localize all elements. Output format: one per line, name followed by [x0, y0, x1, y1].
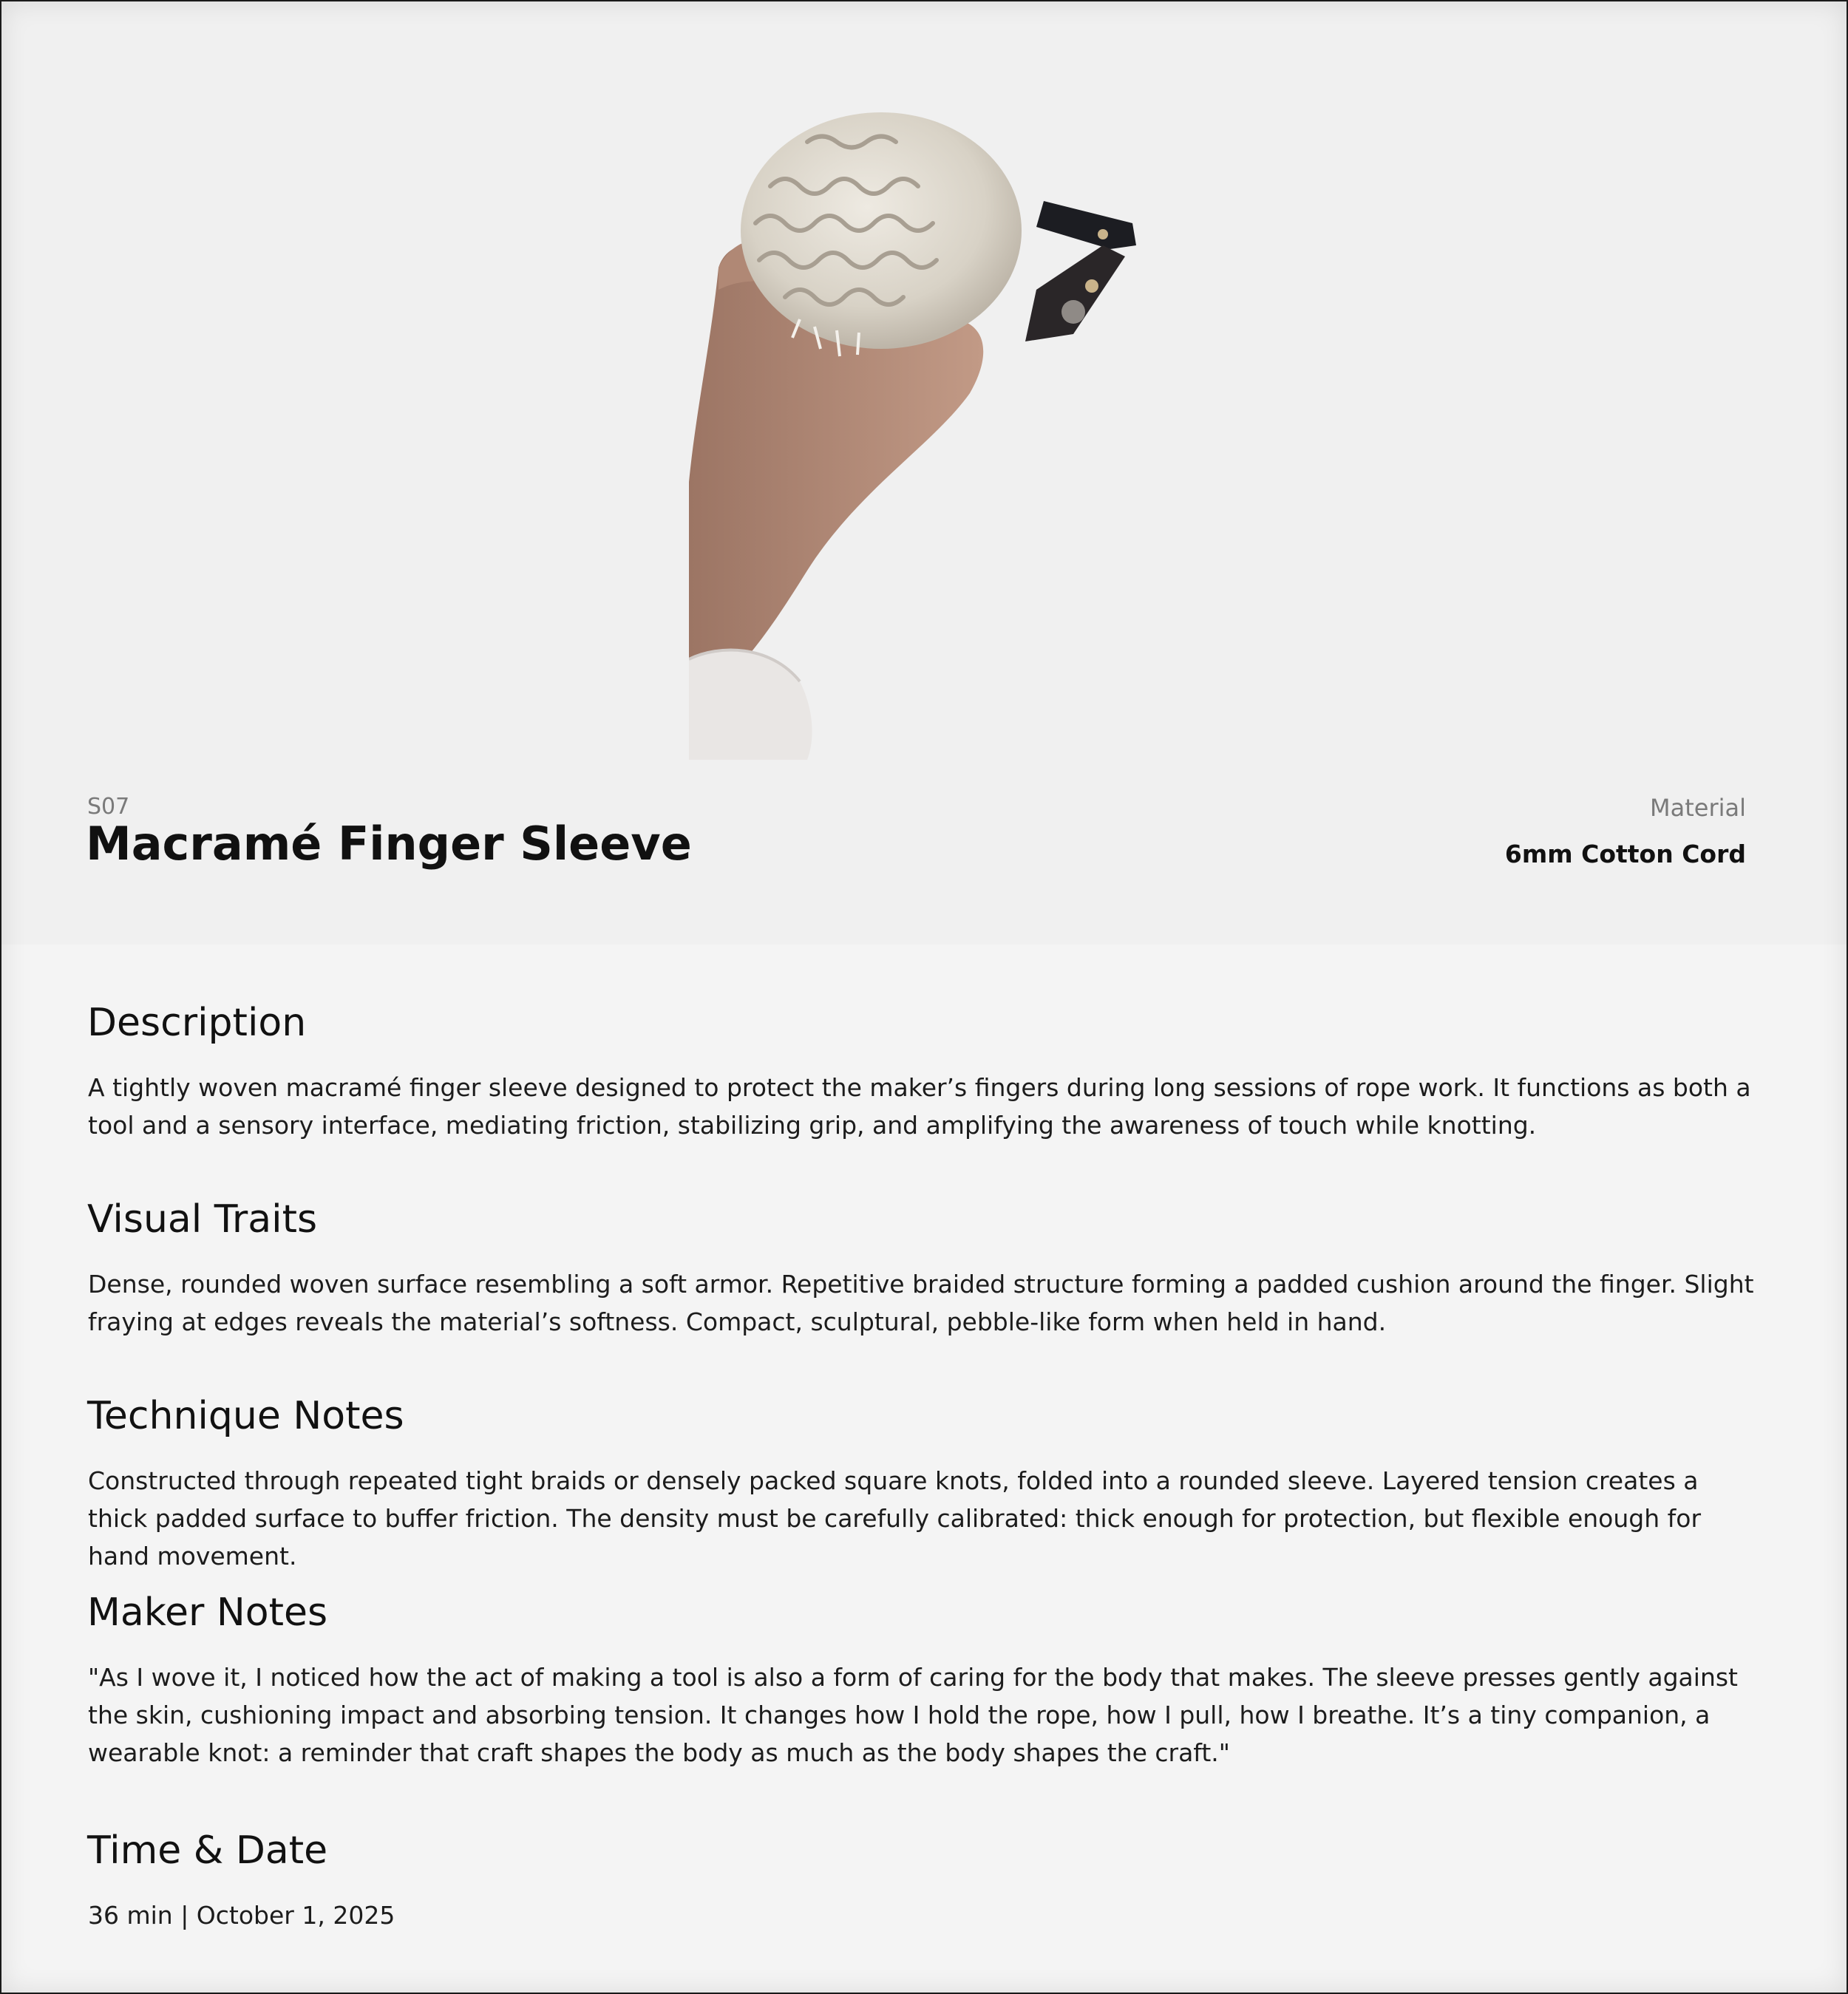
material-value: 6mm Cotton Cord — [1504, 840, 1746, 868]
details-section — [1, 945, 1847, 1993]
item-code: S07 — [87, 794, 130, 820]
section-heading-maker-notes: Maker Notes — [87, 1590, 328, 1635]
section-text-description: A tightly woven macramé finger sleeve designed to protect the maker’s fingers during long sessions of rope work. It functions as both a tool and a sensory interface, mediating friction, stabilizing grip, and amplifying the awareness of touch while knotting. — [88, 1073, 1751, 1140]
section-heading-time-date: Time & Date — [87, 1828, 328, 1873]
product-photo — [689, 98, 1162, 760]
hero-section — [1, 1, 1847, 945]
item-title: Macramé Finger Sleeve — [86, 817, 692, 871]
section-text-technique-notes: Constructed through repeated tight braids or densely packed square knots, folded into a rounded sleeve. Layered tension creates a thick padded surface to buffer friction. The density must be carefully calibrated: thick enough for protection, but flexible enough for hand movement. — [88, 1466, 1702, 1571]
material-label: Material — [1650, 794, 1746, 822]
section-text-time-date: 36 min | October 1, 2025 — [88, 1901, 395, 1930]
section-text-visual-traits: Dense, rounded woven surface resembling a soft armor. Repetitive braided structure forming a padded cushion around the finger. Slight fraying at edges reveals the material’s softness. Compact, sculptural, pebble-like form when held in hand. — [88, 1270, 1754, 1336]
section-text-maker-notes: "As I wove it, I noticed how the act of making a tool is also a form of caring for the body that makes. The sleeve presses gently against the skin, cushioning impact and absorbing tension. It changes how I hold the rope, how I pull, how I breathe. It’s a tiny companion, a wearable knot: a reminder that craft shapes the body as much as the body shapes the craft." — [88, 1663, 1738, 1767]
section-heading-visual-traits: Visual Traits — [87, 1197, 318, 1242]
section-heading-technique-notes: Technique Notes — [87, 1394, 404, 1438]
section-heading-description: Description — [87, 1001, 307, 1045]
